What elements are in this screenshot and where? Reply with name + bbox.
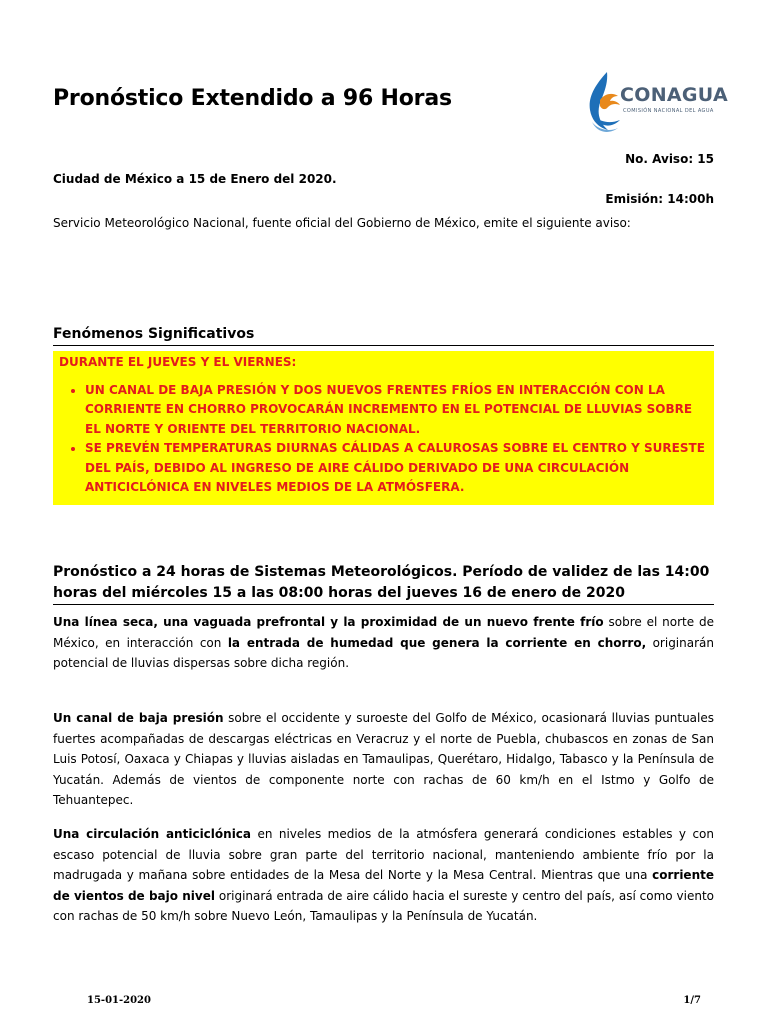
alert-list: [59, 381, 708, 498]
emission-time: Emisión: 14:00h: [605, 192, 714, 206]
footer-page-number: 1/7: [683, 995, 701, 1006]
bold-phrase: Un canal de baja presión: [53, 711, 224, 725]
intro-text: Servicio Meteorológico Nacional, fuente oficial del Gobierno de México, emite el siguiente aviso:: [53, 216, 631, 230]
bold-phrase: Una circulación anticiclónica: [53, 827, 252, 841]
city-date: Ciudad de México a 15 de Enero del 2020.: [53, 172, 337, 186]
forecast-paragraph: [53, 612, 714, 674]
page-title: Pronóstico Extendido a 96 Horas: [53, 86, 452, 111]
forecast-paragraph: [53, 708, 714, 811]
forecast-paragraph: [53, 824, 714, 927]
conagua-drop-eagle-icon: [582, 70, 624, 136]
logo-subtitle: COMISIÓN NACIONAL DEL AGUA: [623, 108, 714, 114]
significant-alert-box: [53, 351, 714, 505]
paragraph-text: sobre el occidente y suroeste del Golfo de México, ocasionará lluvias puntuales fuertes acompañadas de descargas eléctricas en Veracruz y el norte de Puebla, chubascos en zonas de San Luis Potosí, Oaxaca y Chiapas y lluvias aisladas en Tamaulipas, Querétaro, Hidalgo, Tabasco y la Península de Yucatán. Además de vientos de componente norte con rachas de 60 km/h en el Istmo y Golfo de Tehuantepec.: [53, 711, 714, 807]
paragraph-text: en niveles medios de la atmósfera generará condiciones estables y con escaso potencial de lluvia sobre gran parte del territorio nacional, manteniendo ambiente frío por la madrugada y mañana sobre entidades de la Mesa del Norte y la Mesa Central. Mientras que una: [53, 827, 714, 882]
footer-date: 15-01-2020: [87, 995, 151, 1006]
logo-brand: CONAGUA: [620, 84, 728, 106]
conagua-logo: [582, 70, 728, 136]
bold-phrase: corriente de vientos de bajo nivel: [53, 868, 714, 903]
bold-phrase: Una línea seca, una vaguada prefrontal y la proximidad de un nuevo frente frío: [53, 615, 604, 629]
paragraph-text: sobre el norte de México, en interacción con: [53, 615, 714, 650]
alert-item: • SE PREVÉN TEMPERATURAS DIURNAS CÁLIDAS A CALUROSAS SOBRE EL CENTRO Y SURESTE DEL PAÍS, DEBIDO AL INGRESO DE AIRE CÁLIDO DERIVADO DE UNA CIRCULACIÓN ANTICICLÓNICA EN NIVELES MEDIOS DE LA ATMÓSFERA.: [85, 439, 708, 498]
aviso-number: No. Aviso: 15: [625, 152, 714, 166]
paragraph-text: originará entrada de aire cálido hacia el sureste y centro del país, así como viento con rachas de 50 km/h sobre Nuevo León, Tamaulipas y la Península de Yucatán.: [53, 888, 714, 923]
alert-item: • UN CANAL DE BAJA PRESIÓN Y DOS NUEVOS FRENTES FRÍOS EN INTERACCIÓN CON LA CORRIENTE EN CHORRO PROVOCARÁN INCREMENTO EN EL POTENCIAL DE LLUVIAS SOBRE EL NORTE Y ORIENTE DEL TERRITORIO NACIONAL.: [85, 381, 708, 440]
significant-heading: Fenómenos Significativos: [53, 326, 714, 346]
bold-phrase: la entrada de humedad que genera la corriente en chorro,: [227, 635, 647, 650]
forecast-24h-heading: Pronóstico a 24 horas de Sistemas Meteorológicos. Período de validez de las 14:00 horas del miércoles 15 a las 08:00 horas del jueves 16 de enero de 2020: [53, 562, 714, 605]
paragraph-text: originarán potencial de lluvias dispersas sobre dicha región.: [53, 635, 714, 670]
alert-lead: DURANTE EL JUEVES Y EL VIERNES:: [59, 355, 297, 369]
